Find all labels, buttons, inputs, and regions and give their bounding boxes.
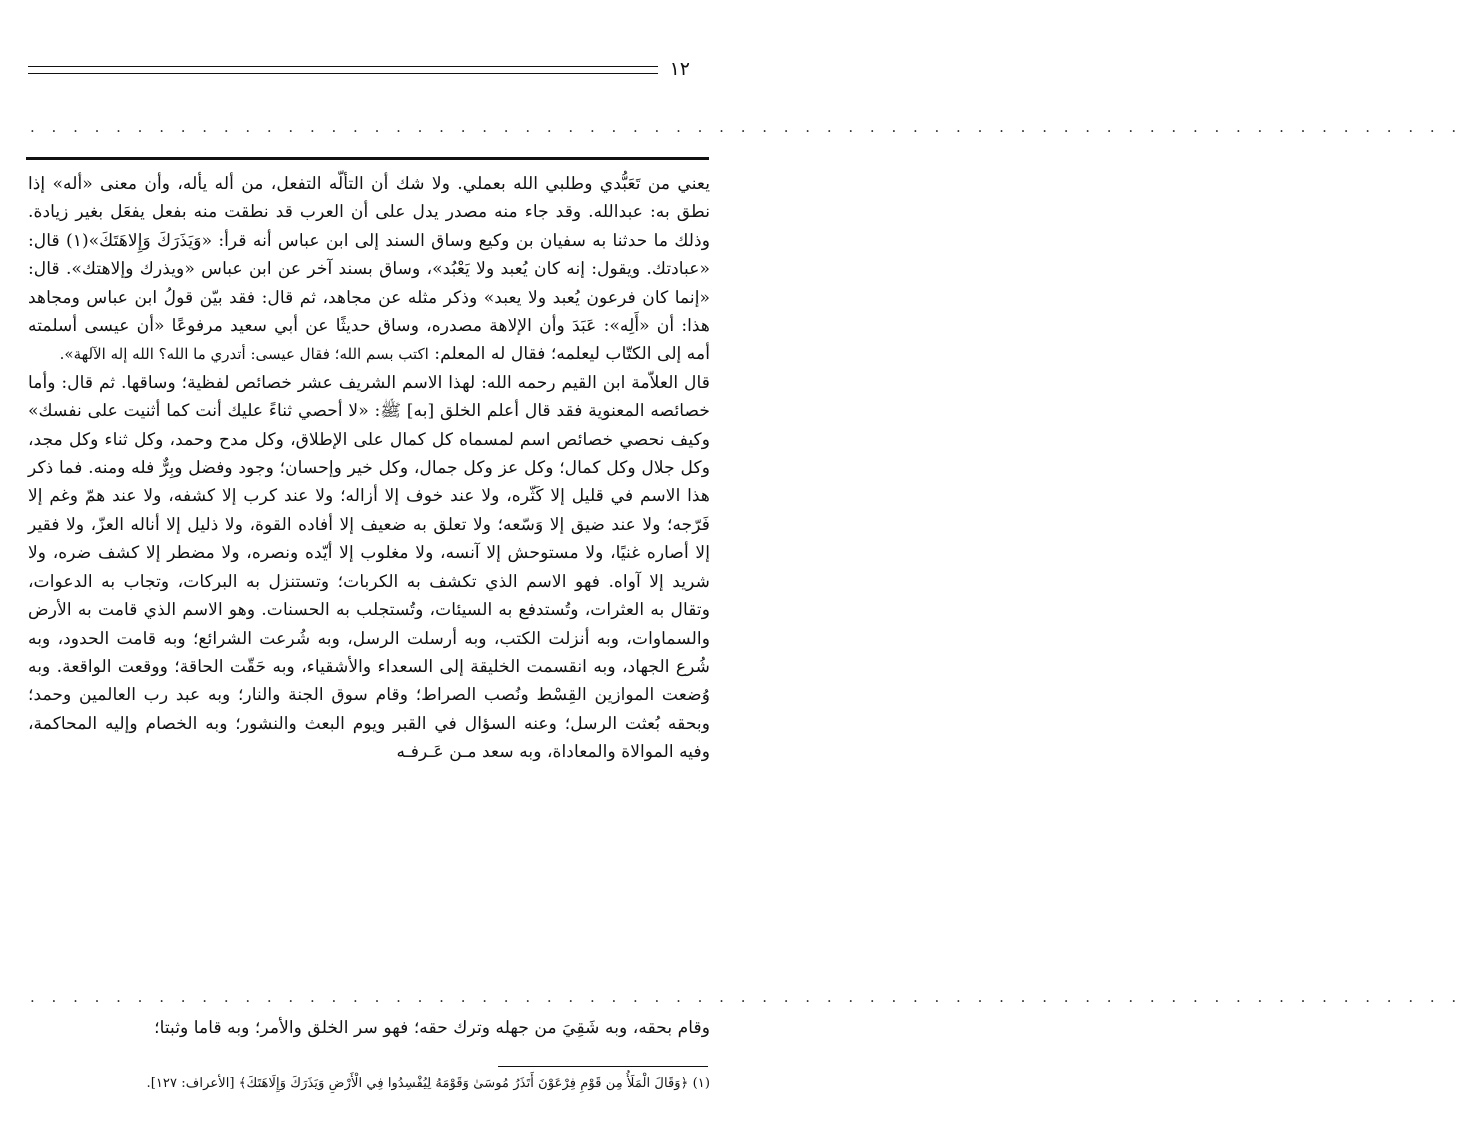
paragraph: قال العلاّمة ابن القيم رحمه الله: لهذا الاسم الشريف عشر خصائص لفظية؛ وساقها. ثم قال: وأما خصائصه المعنوية فقد قال أعلم الخلق [به] ﷺ: «لا أحصي ثناءً عليك أنت كما أثنيت على نفسك» وكيف نحصي خصائص اسم لمسماه كل كمال على الإطلاق، وكل مدح وحمد، وكل ثناء وكل مجد، وكل جلال وكل كمال؛ وكل عز وكل جمال، وكل خير وإحسان؛ وجود وفضل وبِرٌّ فله ومنه. فما ذكر هذا الاسم في قليل إلا كَثّره، ولا عند خوف إلا أزاله؛ ولا عند كرب إلا كشفه، ولا عند همّ وغم إلا فَرّجه؛ ولا عند ضيق إلا وَسّعه؛ ولا تعلق به ضعيف إلا أفاده القوة، ولا ذليل إلا أناله العزّ، ولا فقير إلا أصاره غنيًا، ولا مستوحش إلا آنسه، ولا مغلوب إلا أيّده ونصره، ولا مضطر إلا كشف ضره، ولا شريد إلا آواه. فهو الاسم الذي تكشف به الكربات؛ وتستنزل به البركات، وتجاب به الدعوات، وتقال به العثرات، وتُستدفع به السيئات، وتُستجلب به الحسنات. وهو الاسم الذي قامت به الأرض والسماوات، وبه أنزلت الكتب، وبه أرسلت الرسل، وبه شُرعت الشرائع؛ وبه قامت الحدود، وبه شُرع الجهاد، وبه انقسمت الخليقة إلى السعداء والأشقياء، وبه حَقّت الحاقة؛ ووقعت الواقعة. وبه وُضعت الموازين القِسْط ونُصب الصراط؛ وقام سوق الجنة والنار؛ وبه عبد رب العالمين وحمد؛ وبحقه بُعثت الرسل؛ وعنه السؤال في القبر ويوم البعث والنشور؛ وبه الخصام وإليه المحاكمة، وفيه الموالاة والمعاداة، وبه سعد مـن عَـرفـه	[28, 372, 710, 763]
footnote-separator	[498, 1066, 708, 1067]
omission-dots-top: . . . . . . . . . . . . . . . . . . . . . . . . . . . . . . . . . . . . . . . . . . . . . . . . . . . . . . . . . . . . . . . . . . .	[30, 118, 1462, 136]
omission-dots-bottom: . . . . . . . . . . . . . . . . . . . . . . . . . . . . . . . . . . . . . . . . . . . . . . . . . . . . . . . . . . . . . . . . . . .	[30, 988, 1462, 1006]
main-text	[28, 170, 710, 767]
section-rule	[26, 157, 709, 160]
paragraph-text-small: اكتب بسم الله؛ فقال عيسى: أتدري ما الله؟ الله إله الآلهة».	[59, 345, 429, 364]
page-number: ١٢	[669, 58, 690, 80]
footnote: (١) ﴿وَقَالَ الْمَلَأُ مِن قَوْمِ فِرْعَوْنَ أَتَذَرُ مُوسَىٰ وَقَوْمَهُ لِيُفْسِدُوا فِي الْأَرْضِ وَيَذَرَكَ وَإِلَاهَتَكَ﴾ [الأعراف: ١٢٧].	[146, 1076, 710, 1091]
continuation-text: وقام بحقه، وبه شَقِيَ من جهله وترك حقه؛ فهو سر الخلق والأمر؛ وبه قاما وثبتا؛	[154, 1018, 710, 1038]
header-double-rule	[28, 66, 658, 74]
paragraph	[28, 170, 710, 369]
paragraph-text: يعني من تَعَبُّدي وطلبي الله بعملي. ولا شك أن التألّه التفعل، من أله يأله، وأن معنى «أله» إذا نطق به: عبدالله. وقد جاء منه مصدر يدل على أن العرب قد نطقت منه بفعل يفعَل بغير زيادة. وذلك ما حدثنا به سفيان بن وكيع وساق السند إلى ابن عباس أنه قرأ: «وَيَذَرَكَ وَإِلاهَتَكَ»(١) قال: «عبادتك. ويقول: إنه كان يُعبد ولا يَعْبُد»، وساق بسند آخر عن ابن عباس «ويذرك وإلاهتك». قال: «إنما كان فرعون يُعبد ولا يعبد» وذكر مثله عن مجاهد، ثم قال: فقد بيّن قولُ ابن عباس ومجاهد هذا: أن «أَلِه»: عَبَدَ وأن الإلاهة مصدره، وساق حديثًا عن أبي سعيد مرفوعًا «أن عيسى أسلمته أمه إلى الكتّاب ليعلمه؛ فقال له المعلم:	[28, 174, 710, 365]
